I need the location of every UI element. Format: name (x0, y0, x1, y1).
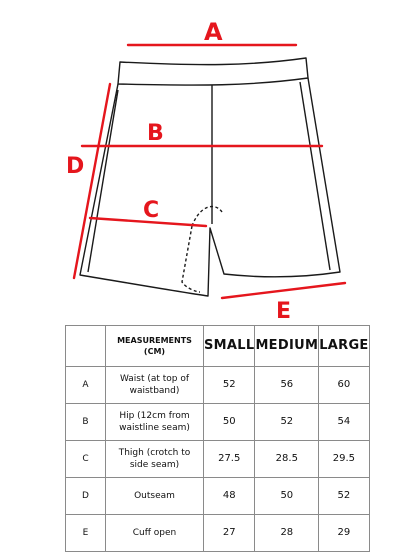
header-measurements: MEASUREMENTS (CM) (106, 326, 204, 367)
row-description: Cuff open (106, 515, 204, 552)
row-letter: C (66, 441, 106, 478)
row-description: Outseam (106, 478, 204, 515)
value-large: 52 (319, 478, 369, 515)
value-medium: 28.5 (255, 441, 319, 478)
header-row (66, 326, 370, 367)
value-small: 52 (204, 367, 255, 404)
value-large: 29 (319, 515, 369, 552)
row-description: Hip (12cm from waistline seam) (106, 404, 204, 441)
row-letter: A (66, 367, 106, 404)
header-large: LARGE (319, 326, 369, 367)
value-small: 27.5 (204, 441, 255, 478)
value-medium: 52 (255, 404, 319, 441)
label-e: E (276, 299, 292, 320)
value-medium: 50 (255, 478, 319, 515)
table-row (66, 515, 370, 552)
header-small: SMALL (204, 326, 255, 367)
value-medium: 28 (255, 515, 319, 552)
row-description: Thigh (crotch to side seam) (106, 441, 204, 478)
table-row (66, 478, 370, 515)
label-d: D (66, 154, 85, 179)
row-letter: D (66, 478, 106, 515)
header-medium: MEDIUM (255, 326, 319, 367)
value-small: 50 (204, 404, 255, 441)
value-large: 60 (319, 367, 369, 404)
value-small: 48 (204, 478, 255, 515)
label-c: C (143, 198, 160, 223)
value-medium: 56 (255, 367, 319, 404)
table-row (66, 404, 370, 441)
shorts-outline (80, 58, 340, 296)
label-a: A (204, 18, 223, 46)
table-row (66, 367, 370, 404)
label-b: B (147, 121, 164, 146)
value-large: 29.5 (319, 441, 369, 478)
table-row (66, 441, 370, 478)
header-blank (66, 326, 106, 367)
value-large: 54 (319, 404, 369, 441)
row-letter: B (66, 404, 106, 441)
size-chart-table (65, 325, 370, 552)
measure-line-e (222, 283, 345, 298)
row-letter: E (66, 515, 106, 552)
row-description: Waist (at top of waistband) (106, 367, 204, 404)
value-small: 27 (204, 515, 255, 552)
